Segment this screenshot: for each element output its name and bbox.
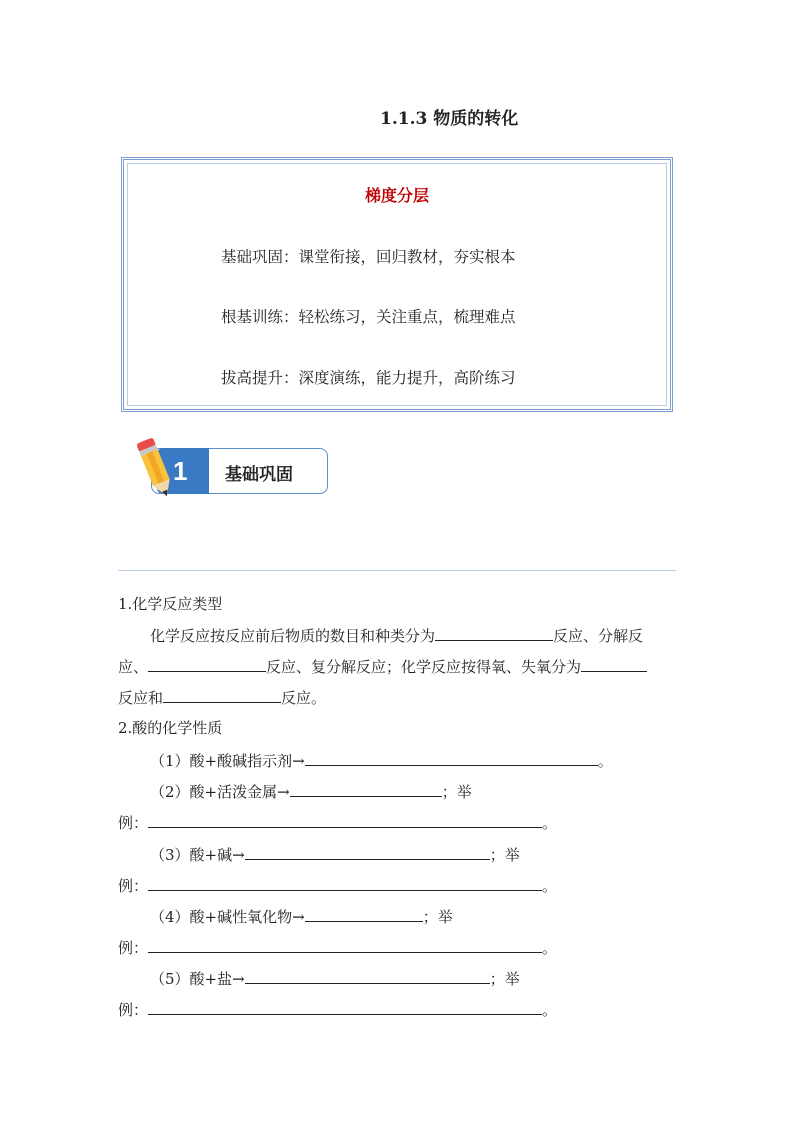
info-line-foundation: 根基训练：轻松练习，关注重点，梳理难点 (221, 308, 516, 326)
answer-blank[interactable] (148, 999, 542, 1015)
q2-item-label: （1）酸+酸碱指示剂→ (150, 752, 305, 770)
info-line-advanced: 拔高提升：深度演练，能力提升，高阶练习 (221, 369, 516, 387)
q1-line1 (150, 625, 643, 646)
q2-item-5 (150, 968, 520, 989)
answer-blank[interactable] (305, 750, 598, 766)
q1-text: 反应和 (118, 689, 164, 707)
answer-blank[interactable] (290, 781, 442, 797)
answer-blank[interactable] (581, 656, 647, 672)
example-prefix: 例： (118, 877, 149, 895)
example-end: 。 (542, 1001, 558, 1019)
q1-line3 (118, 687, 326, 708)
q2-example-3 (118, 875, 557, 896)
example-prefix: 例： (118, 939, 149, 957)
q2-item-end: ；举 (489, 970, 520, 988)
info-line-basic: 基础巩固：课堂衔接，回归教材，夯实根本 (221, 248, 516, 266)
example-end: 。 (542, 814, 558, 832)
q2-example-5 (118, 999, 557, 1020)
q1-text: 反应。 (281, 689, 327, 707)
q1-line2 (118, 656, 647, 677)
answer-blank[interactable] (305, 906, 423, 922)
q2-item-label: （2）酸+活泼金属→ (150, 783, 290, 801)
answer-blank[interactable] (163, 687, 281, 703)
answer-blank[interactable] (148, 656, 266, 672)
q2-item-end: ；举 (422, 908, 453, 926)
q2-item-label: （4）酸+碱性氧化物→ (150, 908, 305, 926)
q1-text: 反应、分解反 (553, 627, 644, 645)
q2-example-2 (118, 812, 557, 833)
answer-blank[interactable] (148, 937, 542, 953)
q2-item-end: 。 (597, 752, 613, 770)
q2-item-end: ；举 (441, 783, 472, 801)
q2-item-3 (150, 844, 520, 865)
q2-example-4 (118, 937, 557, 958)
info-box-heading: 梯度分层 (364, 186, 429, 205)
answer-blank[interactable] (148, 875, 542, 891)
answer-blank[interactable] (245, 968, 490, 984)
q2-item-end: ；举 (489, 846, 520, 864)
q2-item-2 (150, 781, 472, 802)
q2-title: 2.酸的化学性质 (118, 719, 223, 737)
example-end: 。 (542, 939, 558, 957)
q2-item-label: （5）酸+盐→ (150, 970, 245, 988)
answer-blank[interactable] (148, 812, 542, 828)
answer-blank[interactable] (245, 844, 490, 860)
example-end: 。 (542, 877, 558, 895)
q2-item-1 (150, 750, 613, 771)
q1-text: 化学反应按反应前后物质的数目和种类分为 (150, 627, 436, 645)
section-label: 基础巩固 (225, 465, 293, 485)
answer-blank[interactable] (435, 625, 553, 641)
section-number: 1 (173, 456, 188, 486)
divider (118, 570, 676, 571)
q2-item-4 (150, 906, 453, 927)
example-prefix: 例： (118, 1001, 149, 1019)
q2-item-label: （3）酸+碱→ (150, 846, 245, 864)
q1-title: 1.化学反应类型 (118, 595, 223, 613)
q1-text: 应、 (118, 658, 149, 676)
page-title: 1.1.3 物质的转化 (380, 109, 519, 129)
q1-text: 反应、复分解反应；化学反应按得氧、失氧分为 (266, 658, 582, 676)
example-prefix: 例： (118, 814, 149, 832)
